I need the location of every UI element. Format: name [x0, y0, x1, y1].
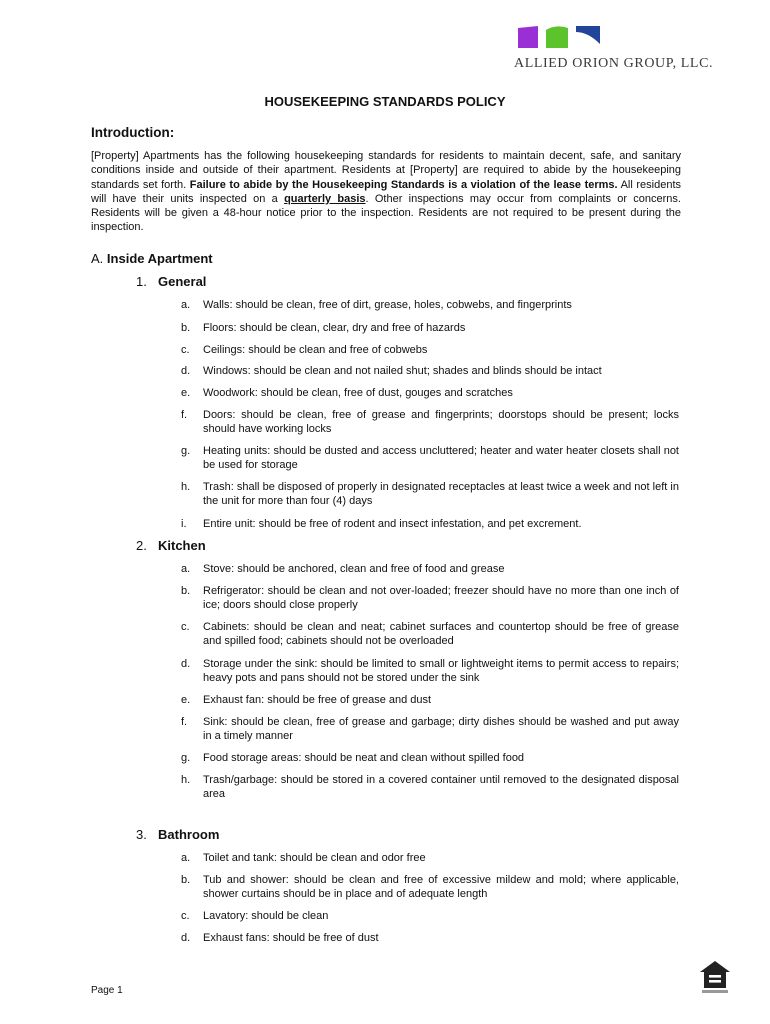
item-letter: a.	[181, 563, 191, 575]
item-letter: d.	[181, 658, 191, 670]
section-a-heading	[91, 251, 213, 266]
list-item	[181, 773, 679, 802]
list-item	[181, 751, 679, 765]
item-letter: i.	[181, 518, 187, 530]
item-letter: a.	[181, 852, 191, 864]
equal-housing-icon	[698, 958, 732, 996]
item-text: Food storage areas: should be neat and clean without spilled food	[203, 752, 525, 764]
item-text: Trash/garbage: should be stored in a covered container until removed to the designated disposal area	[203, 774, 679, 801]
list-item	[181, 364, 679, 378]
item-text: Woodwork: should be clean, free of dust, gouges and scratches	[203, 387, 513, 399]
list-item	[181, 517, 679, 531]
list-item	[181, 851, 679, 865]
item-text: Exhaust fans: should be free of dust	[203, 932, 379, 944]
item-text: Storage under the sink: should be limited to small or lightweight items to permit access to repairs; heavy pots and pans should not be stored under the sink	[203, 658, 679, 685]
item-letter: b.	[181, 585, 191, 597]
subsection-general	[136, 274, 206, 289]
item-letter: b.	[181, 874, 191, 886]
item-letter: h.	[181, 481, 191, 493]
item-text: Doors: should be clean, free of grease and fingerprints; doorstops should be present; locks should have working locks	[203, 409, 679, 436]
item-text: Entire unit: should be free of rodent and insect infestation, and pet excrement.	[203, 518, 582, 530]
logo-green-shape	[546, 26, 568, 48]
subsection-title: Bathroom	[158, 827, 220, 842]
list-item	[181, 480, 679, 509]
item-text: Cabinets: should be clean and neat; cabinet surfaces and countertop should be free of grease and spilled food; cabinets should not be overloaded	[203, 621, 679, 648]
intro-paragraph	[91, 149, 681, 235]
subsection-title: General	[158, 274, 207, 289]
list-item	[181, 931, 679, 945]
document-title: HOUSEKEEPING STANDARDS POLICY	[264, 94, 506, 109]
item-letter: e.	[181, 694, 191, 706]
list-item	[181, 298, 679, 312]
item-text: Walls: should be clean, free of dirt, grease, holes, cobwebs, and fingerprints	[203, 299, 572, 311]
list-item	[181, 408, 679, 437]
item-letter: g.	[181, 445, 191, 457]
item-text: Windows: should be clean and not nailed shut; shades and blinds should be intact	[203, 365, 602, 377]
item-text: Refrigerator: should be clean and not over-loaded; freezer should have no more than one inch of ice; doors should close properly	[203, 585, 679, 612]
item-text: Toilet and tank: should be clean and odor free	[203, 852, 426, 864]
item-text: Lavatory: should be clean	[203, 910, 329, 922]
item-text: Sink: should be clean, free of grease and garbage; dirty dishes should be washed and put away in a timely manner	[203, 716, 679, 743]
intro-text-2: All residents will have their units inspected on a	[91, 178, 681, 205]
item-text: Floors: should be clean, clear, dry and free of hazards	[203, 322, 466, 334]
intro-text-bold: Failure to abide by the Housekeeping Standards is a violation of the lease terms.	[189, 178, 618, 191]
intro-text-1: [Property] Apartments has the following housekeeping standards for residents to maintain decent, safe, and sanitary conditions inside and outside of their apartment. Residents at [Property] are required to abide by the housekeeping standards set forth.	[91, 150, 681, 191]
list-item	[181, 657, 679, 686]
subsection-number: 3.	[136, 827, 147, 842]
logo-mark-icon	[516, 22, 606, 50]
list-item	[181, 715, 679, 744]
item-letter: g.	[181, 752, 191, 764]
item-letter: b.	[181, 322, 191, 334]
item-letter: f.	[181, 716, 188, 728]
item-letter: a.	[181, 299, 191, 311]
list-item	[181, 321, 679, 335]
subsection-number: 2.	[136, 538, 147, 553]
intro-text-quarterly: quarterly basis	[284, 192, 366, 205]
logo-blue-shape	[576, 26, 600, 44]
item-text: Exhaust fan: should be free of grease and dust	[203, 694, 432, 706]
item-letter: c.	[181, 344, 190, 356]
list-item	[181, 444, 679, 473]
section-a-letter: A.	[91, 251, 104, 266]
list-item	[181, 873, 679, 902]
item-letter: d.	[181, 365, 191, 377]
company-logo	[514, 22, 724, 72]
item-letter: f.	[181, 409, 188, 421]
subsection-number: 1.	[136, 274, 147, 289]
company-name: ALLIED ORION GROUP, LLC.	[514, 56, 714, 71]
logo-purple-shape	[518, 26, 538, 48]
item-letter: c.	[181, 621, 190, 633]
item-letter: d.	[181, 932, 191, 944]
list-item	[181, 343, 679, 357]
subsection-kitchen	[136, 538, 206, 553]
section-a-title: Inside Apartment	[106, 251, 213, 266]
subsection-title: Kitchen	[158, 538, 206, 553]
intro-text-3: . Other inspections may occur from complaints or concerns. Residents will be given a 48-hour notice prior to the inspection. Residents are not required to be present during the inspection.	[91, 192, 681, 234]
list-item	[181, 584, 679, 613]
list-item	[181, 909, 679, 923]
item-text: Heating units: should be dusted and access uncluttered; heater and water heater closets shall not be used for storage	[203, 445, 679, 472]
list-item	[181, 386, 679, 400]
item-letter: h.	[181, 774, 191, 786]
list-item	[181, 620, 679, 649]
item-letter: e.	[181, 387, 191, 399]
item-text: Trash: shall be disposed of properly in designated receptacles at least twice a week and not left in the unit for more than four (4) days	[203, 481, 679, 508]
item-letter: c.	[181, 910, 190, 922]
intro-heading: Introduction:	[91, 125, 175, 140]
subsection-bathroom	[136, 827, 219, 842]
item-text: Ceilings: should be clean and free of cobwebs	[203, 344, 428, 356]
item-text: Stove: should be anchored, clean and free of food and grease	[203, 563, 505, 575]
item-text: Tub and shower: should be clean and free of excessive mildew and mold; where applicable, shower curtains should be in place and of adequate length	[203, 874, 679, 901]
list-item	[181, 562, 679, 576]
page-number: Page 1	[91, 985, 123, 996]
list-item	[181, 693, 679, 707]
